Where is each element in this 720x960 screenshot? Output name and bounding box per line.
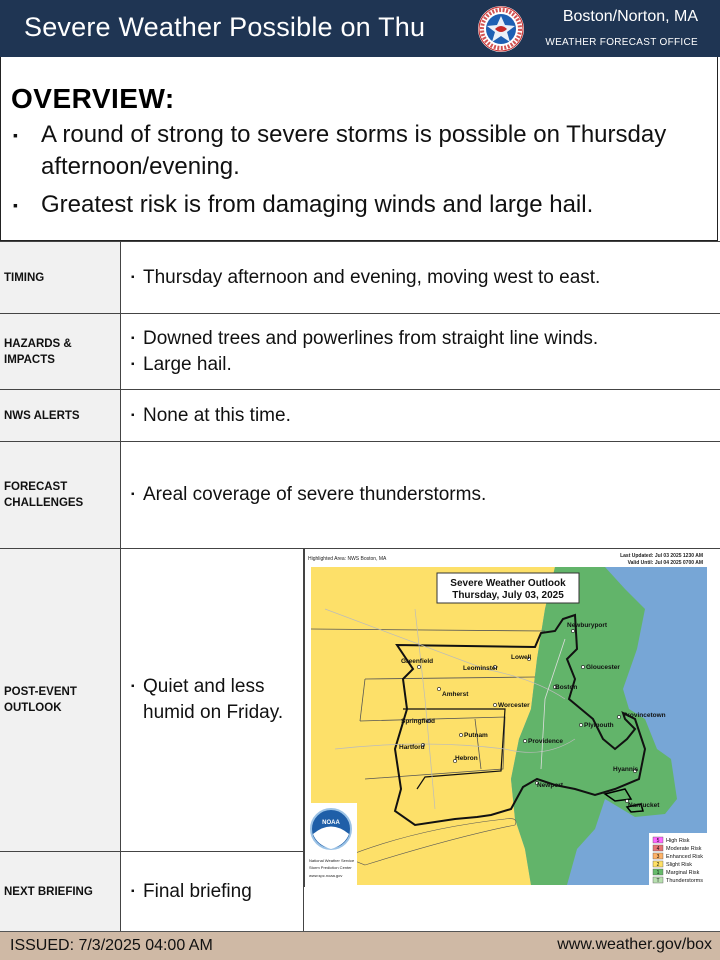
bullet-icon: ▪: [13, 127, 18, 143]
legend-number: 5: [656, 838, 660, 844]
hazards-row: [0, 314, 720, 390]
header-banner: [0, 0, 720, 57]
legend-label: Slight Risk: [666, 862, 692, 868]
next-briefing-label: NEXT BRIEFING: [0, 852, 121, 931]
bullet-icon: ▪: [131, 489, 135, 500]
next-briefing-value: [121, 852, 303, 931]
center-name: National Weather Service: [309, 858, 355, 863]
alerts-row: [0, 390, 720, 442]
timing-row: [0, 241, 720, 314]
bullet-icon: ▪: [131, 332, 135, 344]
bullet-icon: ▪: [131, 358, 135, 370]
map-area-label: Highlighted Area: NWS Boston, MA: [308, 556, 387, 562]
issued-timestamp: ISSUED: 7/3/2025 04:00 AM: [10, 937, 213, 954]
list-item: ▪ Areal coverage of severe thunderstorms.: [131, 482, 720, 508]
legend-label: High Risk: [666, 838, 690, 844]
alerts-value: [121, 390, 720, 441]
list-item: ▪ Thursday afternoon and evening, moving west to east.: [131, 265, 720, 291]
list-item: ▪ Final briefing: [131, 879, 303, 905]
outlook-map-svg: [305, 549, 720, 887]
city-label: Hartford: [399, 744, 425, 751]
city-label: Boston: [555, 684, 578, 691]
alerts-label: NWS ALERTS: [0, 390, 121, 441]
timing-value: [121, 242, 720, 313]
office-name: WEATHER FORECAST OFFICE: [545, 37, 698, 48]
city-label: Hyannis: [613, 766, 639, 773]
list-item: ▪ None at this time.: [131, 403, 720, 429]
city-label: Leominster: [463, 665, 499, 672]
city-label: Nantucket: [628, 802, 660, 809]
overview-bullet: ▪ A round of strong to severe storms is possible on Thursday afternoon/evening.: [13, 121, 667, 180]
list-item: ▪ Downed trees and powerlines from straight line winds.: [131, 326, 720, 352]
city-label: Plymouth: [584, 722, 614, 729]
challenges-label: FORECAST CHALLENGES: [0, 442, 121, 548]
legend-number: 4: [656, 846, 660, 852]
map-subtitle: Thursday, July 03, 2025: [452, 590, 564, 601]
bullet-icon: ▪: [13, 197, 18, 213]
center-subname: Storm Prediction Center: [309, 865, 352, 870]
city-label: Providence: [528, 738, 564, 745]
nws-logo-icon: [477, 5, 525, 53]
overview-section: [0, 57, 718, 241]
bullet-icon: ▪: [131, 885, 135, 897]
list-item: ▪ Quiet and less humid on Friday.: [131, 676, 284, 723]
city-label: Amherst: [442, 691, 469, 698]
office-city: Boston/Norton, MA: [562, 8, 698, 25]
outlook-map: [304, 549, 720, 887]
hazards-value: [121, 314, 720, 389]
city-label: Provincetown: [623, 712, 666, 719]
bullet-icon: ▪: [131, 271, 135, 283]
list-item: ▪ Large hail.: [131, 352, 720, 378]
website-link[interactable]: www.weather.gov/box: [557, 936, 712, 953]
bullet-icon: ▪: [131, 409, 135, 421]
footer-bar: [0, 931, 720, 960]
map-last-updated: Last Updated: Jul 03 2025 1230 AM: [620, 553, 703, 559]
challenges-value: [121, 442, 720, 548]
city-label: Lowell: [511, 654, 532, 661]
city-label: Gloucester: [586, 664, 620, 671]
bullet-icon: ▪: [131, 681, 135, 692]
map-legend: [649, 833, 720, 887]
overview-list: [11, 119, 701, 227]
map-valid-until: Valid Until: Jul 04 2025 0700 AM: [627, 560, 703, 566]
noaa-label: NOAA: [322, 820, 340, 826]
legend-number: 2: [656, 862, 660, 868]
legend-number: 3: [656, 854, 660, 860]
center-url: www.spc.noaa.gov: [309, 873, 343, 878]
city-label: Worcester: [498, 702, 530, 709]
overview-heading: OVERVIEW:: [11, 83, 175, 114]
city-label: Hebron: [455, 755, 478, 762]
legend-label: Thunderstorms: [666, 878, 703, 884]
city-label: Greenfield: [401, 658, 434, 665]
hazards-label: HAZARDS & IMPACTS: [0, 314, 121, 389]
challenges-row: [0, 442, 720, 549]
legend-number: T: [656, 878, 660, 884]
legend-label: Enhanced Risk: [666, 854, 703, 860]
city-label: Putnam: [464, 732, 488, 739]
overview-bullet: ▪ Greatest risk is from damaging winds and large hail.: [11, 189, 701, 221]
legend-number: 1: [656, 870, 660, 876]
timing-label: TIMING: [0, 242, 121, 313]
legend-label: Marginal Risk: [666, 870, 700, 876]
post-event-label: POST-EVENT OUTLOOK: [0, 549, 121, 851]
post-event-value: [121, 549, 303, 851]
legend-label: Moderate Risk: [666, 846, 702, 852]
map-title: Severe Weather Outlook: [450, 578, 566, 589]
city-label: Springfield: [401, 718, 435, 725]
page-title: Severe Weather Possible on Thu: [24, 12, 426, 42]
city-label: Newport: [537, 782, 563, 789]
city-label: Newburyport: [567, 622, 608, 629]
